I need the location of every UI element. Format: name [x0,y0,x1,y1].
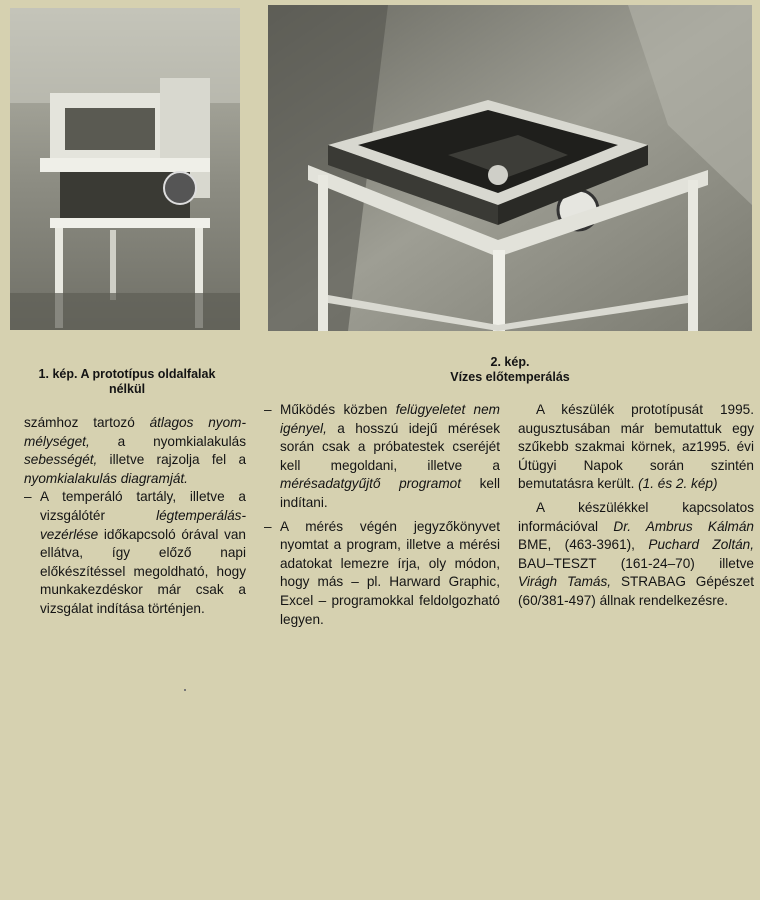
emphasis: átlagos nyom-mélységet, [24,415,246,449]
text-run: a hosszú idejű mérések során csak a próbatestek cseréjét kell megoldani, illetve a [280,420,500,473]
text-run: BAU–TESZT (161-24–70) illetve [518,555,754,571]
emphasis: Puchard Zoltán, [648,537,754,553]
photo-prototype-without-side-walls [10,8,240,330]
caption-photo-1-text: 1. kép. A prototípus oldalfalak nélkül [38,367,216,396]
caption-photo-2-title: Vízes előtemperálás [450,370,570,384]
caption-photo-1 [22,367,232,397]
text-run: A temperáló tartály, illetve a vizsgálótér [40,489,246,523]
emphasis: légtemperálás-vezérlése [40,507,246,542]
text-run: STRABAG Gépészet (60/381-497) állnak rendelkezésre. [518,574,754,608]
speck [184,689,186,691]
text-run: időkapcsoló órával van ellátva, így előző napi előkészítéssel megoldható, hogy munkakezdéskor már csak a vizsgálat indítása történjen. [40,526,246,616]
bullet-paragraph [264,401,500,513]
emphasis: (1. és 2. kép) [638,476,718,492]
text-run: A készülékkel kapcsolatos információval [518,499,754,534]
text-run: Működés közben [280,402,396,417]
text-run: illetve rajzolja fel a [97,452,246,468]
paragraph [518,401,754,494]
emphasis: sebességét, [24,452,98,468]
text-column-1 [24,414,246,619]
text-column-3 [518,401,754,611]
emphasis: nyomkialakulás diagramját. [24,470,188,486]
photo-water-pretemperature [268,5,752,331]
text-run: A készülék prototípusát 1995. augusztusában már bemutattuk egy szűkebb szakmai körnek, az1995. évi Útügyi Napok során szintén bemutatásra került. [518,402,754,492]
emphasis: Virágh Tamás, [518,574,612,590]
emphasis: mérésadatgyűjtő programot [280,476,462,492]
emphasis: felügyeletet nem igényel, [280,402,501,436]
caption-photo-2-number: 2. kép. [490,355,530,369]
paragraph [518,499,754,611]
text-run: a nyomkialakulás [89,433,246,449]
text-run: A mérés végén jegyzőkönyvet nyomtat a program, illetve a mérési adatokat lemezre írja, oly módon, hogy más – pl. Harward Graphic, Excel – programokkal feldolgozható legyen. [280,518,500,627]
text-run: számhoz tartozó [24,415,150,430]
bullet-paragraph [264,518,500,630]
text-run: kell indítani. [280,476,500,510]
text-run: BME, (463-3961), [518,537,649,553]
bullet-paragraph [24,488,246,618]
text-column-2 [264,401,500,629]
emphasis: Dr. Ambrus Kálmán [613,518,754,534]
caption-photo-2 [400,355,620,385]
paragraph [24,414,246,488]
